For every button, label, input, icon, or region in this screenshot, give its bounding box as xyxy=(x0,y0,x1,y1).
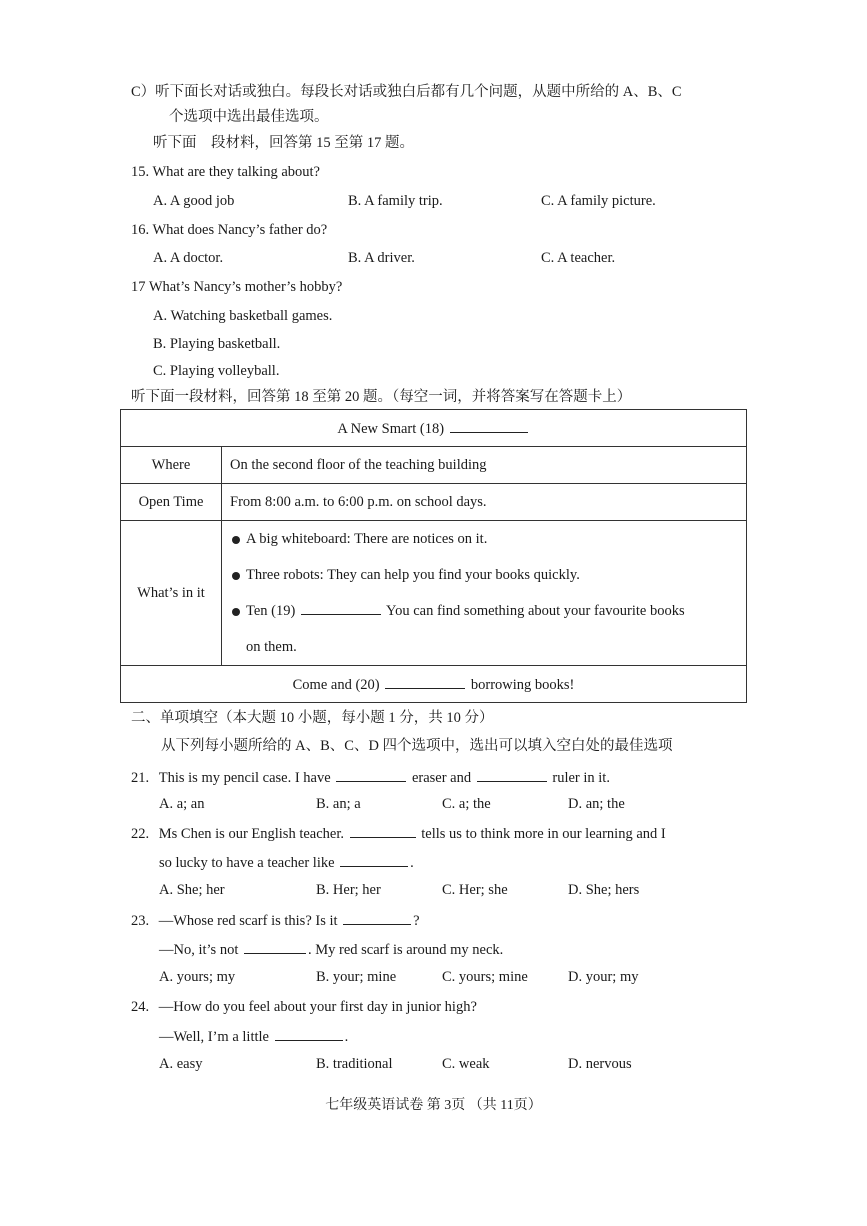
section-c-line1: C）听下面长对话或独白。每段长对话或独白后都有几个问题，从题中所给的 A、B、C xyxy=(131,84,682,100)
q24-option-c: C. weak xyxy=(442,1056,490,1072)
q24-text-a: —How do you feel about your first day in junior high? xyxy=(158,999,477,1015)
table-title-cell xyxy=(121,410,747,447)
q22-blank-2 xyxy=(340,852,408,867)
q21-option-c: C. a; the xyxy=(442,796,491,812)
q22-text-c: so lucky to have a teacher like xyxy=(159,855,335,871)
q16-option-a: A. A doctor. xyxy=(153,250,224,266)
question-15-stem: 15. What are they talking about? xyxy=(131,164,320,180)
section-c-line2: 个选项中选出最佳选项。 xyxy=(169,109,329,125)
whats-in-it-cell xyxy=(222,521,747,666)
section-2-title: 二、单项填空（本大题 10 小题，每小题 1 分，共 10 分） xyxy=(131,710,494,726)
page-footer: 七年级英语试卷 第 3页 （共 11页） xyxy=(325,1098,542,1113)
q23-option-b: B. your; mine xyxy=(316,969,397,985)
bullet-text-end: on them. xyxy=(246,639,297,655)
question-22-cont: so lucky to have a teacher like . xyxy=(159,852,414,872)
q21-option-a: A. a; an xyxy=(159,796,205,812)
q23-text-b: —No, it’s not xyxy=(159,942,239,958)
answer-blank-20 xyxy=(385,674,465,689)
q16-option-c: C. A teacher. xyxy=(541,250,616,266)
bullet-item-robots xyxy=(222,557,746,593)
table-footer-cell xyxy=(121,666,747,703)
section-2-instruction: 从下列每小题所给的 A、B、C、D 四个选项中，选出可以填入空白处的最佳选项 xyxy=(161,738,673,754)
question-17-stem: 17 What’s Nancy’s mother’s hobby? xyxy=(131,279,343,295)
q21-option-b: B. an; a xyxy=(316,796,361,812)
q21-number: 21. xyxy=(131,770,150,786)
answer-blank-18 xyxy=(450,418,528,433)
question-24-cont: —Well, I’m a little . xyxy=(159,1026,348,1046)
q21-text-a: This is my pencil case. I have xyxy=(158,770,331,786)
q22-option-d: D. She; hers xyxy=(568,882,640,898)
bullet-dot-icon xyxy=(232,572,240,580)
whats-in-it-label: What’s in it xyxy=(121,521,222,666)
instruction-15-17: 听下面 段材料，回答第 15 至第 17 题。 xyxy=(153,135,414,151)
q21-text-c: ruler in it. xyxy=(552,770,610,786)
q17-option-b: B. Playing basketball. xyxy=(153,336,281,352)
bullet-item-whiteboard xyxy=(222,521,746,557)
bullet-text: Three robots: They can help you find your books quickly. xyxy=(246,567,580,583)
q21-blank-2 xyxy=(477,767,547,782)
where-label: Where xyxy=(121,447,222,484)
where-value: On the second floor of the teaching building xyxy=(222,447,747,484)
question-21 xyxy=(131,767,610,787)
q24-blank-1 xyxy=(275,1026,343,1041)
q23-text-c: . My red scarf is around my neck. xyxy=(307,942,504,958)
question-24 xyxy=(131,998,477,1016)
q17-option-c: C. Playing volleyball. xyxy=(153,363,280,379)
question-23: 23. —Whose red scarf is this? Is it ? xyxy=(131,910,420,930)
q22-blank-1 xyxy=(350,823,416,838)
instruction-18-20: 听下面一段材料，回答第 18 至第 20 题。（每空一词，并将答案写在答题卡上） xyxy=(131,389,632,405)
bullet-text-cont: You can find something about your favourite books xyxy=(386,603,685,619)
q22-text-a: Ms Chen is our English teacher. xyxy=(158,826,345,842)
q21-blank-1 xyxy=(336,767,406,782)
q23-blank-1 xyxy=(343,910,411,925)
open-time-value: From 8:00 a.m. to 6:00 p.m. on school days. xyxy=(222,484,747,521)
bullet-dot-icon xyxy=(232,608,240,616)
q17-option-a: A. Watching basketball games. xyxy=(153,308,333,324)
q23-blank-2 xyxy=(244,939,306,954)
notice-table xyxy=(120,409,747,703)
open-time-label: Open Time xyxy=(121,484,222,521)
q23-option-c: C. yours; mine xyxy=(442,969,528,985)
question-22 xyxy=(131,823,666,843)
q24-text-b: —Well, I’m a little xyxy=(159,1029,269,1045)
q23-text-a: —Whose red scarf is this? Is it xyxy=(158,913,338,929)
bullet-dot-icon xyxy=(232,536,240,544)
q22-option-a: A. She; her xyxy=(159,882,225,898)
q22-option-c: C. Her; she xyxy=(442,882,508,898)
q15-option-c: C. A family picture. xyxy=(541,193,656,209)
q24-option-d: D. nervous xyxy=(568,1056,632,1072)
bullet-text: Ten (19) xyxy=(246,603,296,619)
table-footer-b: borrowing books! xyxy=(470,677,575,693)
q15-option-a: A. A good job xyxy=(153,193,235,209)
q16-option-b: B. A driver. xyxy=(348,250,415,266)
q22-number: 22. xyxy=(131,826,150,842)
bullet-text: A big whiteboard: There are notices on it. xyxy=(246,531,488,547)
q24-option-a: A. easy xyxy=(159,1056,203,1072)
q22-text-b: tells us to think more in our learning and I xyxy=(421,826,666,842)
table-footer-a: Come and (20) xyxy=(292,677,380,693)
q22-option-b: B. Her; her xyxy=(316,882,381,898)
q15-option-b: B. A family trip. xyxy=(348,193,443,209)
q23-option-d: D. your; my xyxy=(568,969,639,985)
q21-text-b: eraser and xyxy=(411,770,472,786)
question-16-stem: 16. What does Nancy’s father do? xyxy=(131,222,328,238)
table-title: A New Smart (18) xyxy=(337,421,445,437)
q23-option-a: A. yours; my xyxy=(159,969,236,985)
answer-blank-19 xyxy=(301,600,381,615)
question-23-cont xyxy=(159,939,503,959)
bullet-item-19-cont xyxy=(222,629,746,665)
q24-option-b: B. traditional xyxy=(316,1056,393,1072)
q24-number: 24. xyxy=(131,999,150,1015)
bullet-item-19 xyxy=(222,593,746,629)
q21-option-d: D. an; the xyxy=(568,796,625,812)
q23-number: 23. xyxy=(131,913,150,929)
